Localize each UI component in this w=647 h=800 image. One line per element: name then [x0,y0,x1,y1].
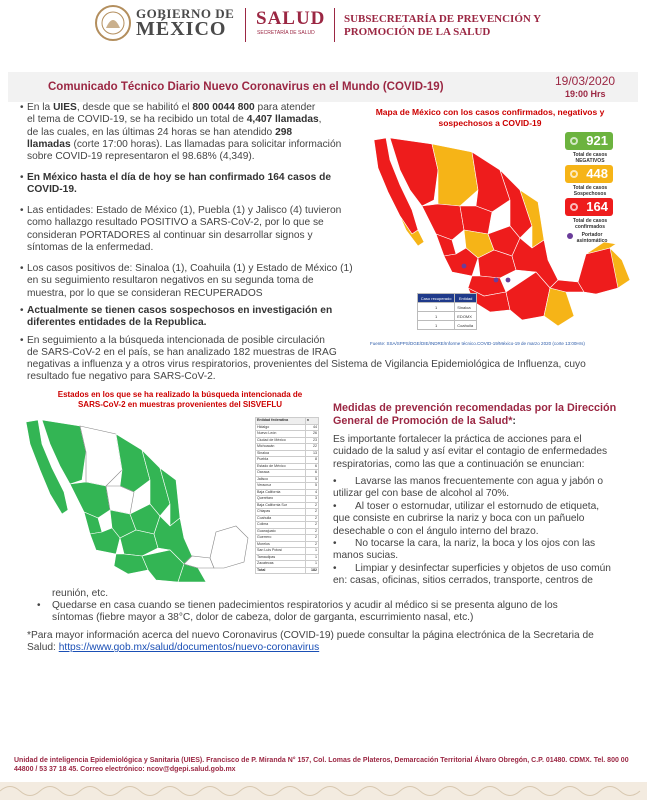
entidad-cell: Jalisco [256,476,306,483]
table-total-row [256,567,319,574]
entidad-cell: Tamaulipas [256,554,306,561]
entidad-cell: Michoacán [256,444,306,451]
count-cell: 4 [305,489,318,496]
entidad-cell: Guerrero [256,535,306,542]
sisveflu-table [255,417,319,574]
count-cell: 1 [305,561,318,568]
count-cell: 8 [305,457,318,464]
header-divider [245,8,246,42]
entidad-cell: Chiapas [256,509,306,516]
gobierno-de-text: GOBIERNO DE [136,6,235,21]
bullet-icon: • [20,102,24,113]
bullet-icon: • [333,476,337,487]
bullet-icon: • [20,335,24,346]
suspect-cases-badge: 448 [565,165,613,183]
count-cell: 2 [305,541,318,548]
salud-subtitle: SECRETARÍA DE SALUD [257,30,315,36]
total-label: Total [256,567,306,574]
sisveflu-title: Estados en los que se ha realizado la búsqueda intencionada de SARS-CoV-2 en muestras provenientes del SISVEFLU [57,390,303,409]
subsecretaria-title: SUBSECRETARÍA DE PREVENCIÓN Y PROMOCIÓN DE LA SALUD [344,13,542,38]
entidad-cell: Coahuila [256,515,306,522]
sisveflu-table-header: n [305,418,318,425]
header-divider [334,8,335,42]
bullet-icon: • [37,600,41,611]
bullet-icon: • [333,501,337,512]
recovered-table [417,293,477,330]
prevention-item-clean-cont: reunión, etc. [52,588,109,599]
footer-pattern-band [0,782,647,800]
count-cell: 44 [305,424,318,431]
salud-text: SALUD [256,8,326,29]
count-cell: 13 [305,450,318,457]
total-value: 182 [305,567,318,574]
communique-title: Comunicado Técnico Diario Nuevo Coronavirus en el Mundo (COVID-19) [48,81,444,93]
count-cell: 3 [305,496,318,503]
prevention-item-face: No tocarse la cara, la nariz, la boca y los ojos con las manos sucias. [333,538,596,562]
bullet-icon: • [333,563,337,574]
communique-time: 19:00 Hrs [565,89,606,99]
confirmed-cases-badge: 164 [565,198,613,216]
entidad-cell: Nuevo León [256,431,306,438]
entidad-cell: Sinaloa [256,450,306,457]
sisveflu-table-header: Entidad federativa [256,418,306,425]
entidad-cell: Guanajuato [256,528,306,535]
count-cell: 5 [305,483,318,490]
count-cell: 1 [305,548,318,555]
count-cell: 2 [305,535,318,542]
prevention-title: Medidas de prevención recomendadas por la Dirección General de Promoción de la Salud*: [333,402,617,427]
table-row: 1 Sinaloa [418,303,477,312]
bullet-icon: • [20,305,24,316]
entidad-cell: Zacatecas [256,561,306,568]
prevention-item-cough: Al toser o estornudar, utilizar el estornudo de etiqueta, que consiste en cubrirse la nariz y boca con un pañuelo desechable o con el ángulo interno del brazo. [333,501,600,537]
bullet-icon: • [333,538,337,549]
count-cell: 2 [305,528,318,535]
entidad-cell: Morelos [256,541,306,548]
national-seal-icon [92,4,134,42]
footer-address: Unidad de inteligencia Epidemiológica y Sanitaria (UIES). Francisco de P. Miranda N° 157, Col. Lomas de Plateros, Demarcación Territorial Álvaro Obregón, C.P. 01480. CDMX. Tel. 800 00 44800 / 53 37 18 45. Correo electrónico: ncov@dgepi.salud.gob.mx [14,757,629,773]
entidad-cell: Ciudad de México [256,437,306,444]
entidad-cell: Querétaro [256,496,306,503]
sisveflu-map [20,410,260,585]
count-cell: 2 [305,502,318,509]
coronavirus-info-link[interactable]: https://www.gob.mx/salud/documentos/nuevo-coronavirus [58,642,320,654]
entidad-cell: Baja California Sur [256,502,306,509]
count-cell: 2 [305,515,318,522]
confirmed-cases-caption: Total de casos confirmados [572,218,608,230]
entidad-cell: Baja California [256,489,306,496]
suspect-cases-caption: Total de casos Sospechosos [572,185,608,197]
bullet-icon: • [20,263,24,274]
recovered-table-header: Caso recuperado [418,294,455,303]
entidad-cell: Colima [256,522,306,529]
table-row: 1 Coahuila [418,321,477,330]
count-cell: 2 [305,509,318,516]
page-header [0,0,647,60]
count-cell: 26 [305,431,318,438]
entidad-cell: San Luis Potosí [256,548,306,555]
entidad-cell: Hidalgo [256,424,306,431]
mexico-text: MÉXICO [136,18,227,40]
paragraph-suspects: Actualmente se tienen casos sospechosos en investigación en diferentes entidades de la Republica. [27,305,333,329]
count-cell: 5 [305,476,318,483]
paragraph-irag-cont: negativas a influenza y a otros virus respiratorios, provenientes del Sistema de Vigilancia Epidemiológica de Influenza, cuyo resultado fue negativo para SARS-CoV-2. [27,359,586,383]
count-cell: 1 [305,554,318,561]
virus-icon [567,167,581,181]
map-title: Mapa de México con los casos confirmados, negativos y sospechosos a COVID-19 [375,107,605,128]
map-source: Fuente: SSA/SPPS/DGE/DIE/INDRE/Informe técnico.COVID-19/México-19 de marzo 2020 (corte 13:00Hrs) [370,341,585,346]
paragraph-confirmed: En México hasta el día de hoy se han confirmado 164 casos de COVID-19. [27,172,332,196]
virus-icon [567,200,581,214]
prevention-item-handwash: Lavarse las manos frecuentemente con agua y jabón o utilizar gel con base de alcohol al 70%. [333,476,604,500]
entidad-cell: Estado de México [256,463,306,470]
communique-date: 19/03/2020 [555,74,616,88]
prevention-item-clean: Limpiar y desinfectar superficies y objetos de uso común en: casas, oficinas, sitios cerrados, transporte, centros de [333,563,611,587]
count-cell: 6 [305,470,318,477]
more-info-note: *Para mayor información acerca del nuevo Coronavirus (COVID-19) puede consultar la página electrónica de la Secretaria de Salud: https://www.gob.mx/salud/documentos/nuevo-coronavirus [27,630,594,654]
portador-caption: Portador asintomático [576,232,608,244]
count-cell: 6 [305,463,318,470]
bullet-icon: • [20,172,24,183]
negative-cases-badge: 921 [565,132,613,150]
entidad-cell: Veracruz [256,483,306,490]
paragraph-calls: En la UIES, desde que se habilitó el 800 0044 800 para atender el tema de COVID-19, se ha recibido un total de 4,407 llamadas, de las cuales, en las últimas 24 horas se han atendido 298 llamadas (corte 17:00 horas). Las llamadas para solicitar información sobre COVID-19 representaron el 98.68% (4,349). [27,102,342,163]
recovered-table-header: Entidad [455,294,477,303]
count-cell: 23 [305,437,318,444]
count-cell: 2 [305,522,318,529]
paragraph-carriers: Las entidades: Estado de México (1), Puebla (1) y Jalisco (4) tuvieron como hallazgo resultado POSITIVO a SARS-CoV-2, por lo que se consideran PORTADORES al continuar sin desarrollar signos y síntomas de la enfermedad. [27,205,342,253]
virus-icon [567,134,581,148]
prevention-item-stayhome: Quedarse en casa cuando se tienen padecimientos respiratorios y acudir al médico si se presenta alguno de los síntomas (fiebre mayor a 38°C, dolor de cabeza, dolor de garganta, escurrimiento nasal, etc.) [52,600,558,624]
count-cell: 22 [305,444,318,451]
bullet-icon: • [20,205,24,216]
prevention-intro: Es importante fortalecer la práctica de acciones para el cuidado de la salud y así evitar el contagio de enfermedades respiratorias, como las que a continuación se enuncian: [333,434,608,470]
entidad-cell: Puebla [256,457,306,464]
table-row: 1 EDOMX [418,312,477,321]
entidad-cell: Oaxaca [256,470,306,477]
negative-cases-caption: Total de casos NEGATIVOS [572,152,608,164]
paragraph-irag: En seguimiento a la búsqueda intencionada de posible circulación de SARS-CoV-2 en el país, se han analizado 182 muestras de IRAG [27,335,337,359]
paragraph-recovered: Los casos positivos de: Sinaloa (1), Coahuila (1) y Estado de México (1) en su seguimiento resultaron negativos en su segunda toma de muestra, por lo que se consideran RECUPERADOS [27,263,353,299]
